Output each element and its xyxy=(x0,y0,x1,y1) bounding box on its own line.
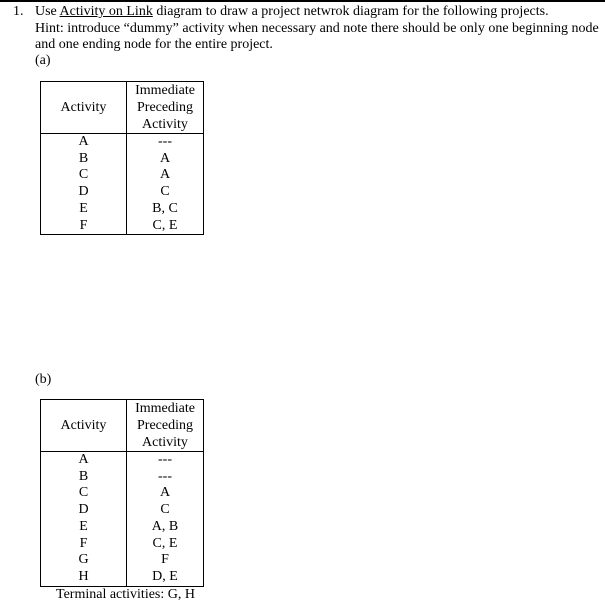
question-post: diagram to draw a project netwrok diagram for the following projects. xyxy=(152,4,549,19)
activity-cell: F xyxy=(41,536,127,553)
activity-cell: D xyxy=(41,502,127,519)
part-b-body xyxy=(41,452,204,587)
preceding-cell: D, E xyxy=(127,569,204,586)
question-text xyxy=(35,4,600,54)
table-row xyxy=(41,134,204,151)
part-a-label: (a) xyxy=(35,53,51,68)
part-a-table xyxy=(40,81,204,235)
part-a-header-pred-3: Activity xyxy=(142,117,188,132)
preceding-cell: C xyxy=(127,502,204,519)
activity-cell: E xyxy=(41,201,127,218)
activity-cell: G xyxy=(41,552,127,569)
activity-cell: F xyxy=(41,218,127,235)
activity-cell: C xyxy=(41,167,127,184)
activity-cell: B xyxy=(41,469,127,486)
preceding-cell: B, C xyxy=(127,201,204,218)
preceding-cell: --- xyxy=(127,452,204,469)
activity-cell: D xyxy=(41,184,127,201)
preceding-cell: C xyxy=(127,184,204,201)
part-b-header-pred-1: Immediate xyxy=(135,401,195,416)
part-a-header-pred-2: Preceding xyxy=(137,100,193,115)
activity-cell: E xyxy=(41,519,127,536)
table-row xyxy=(41,184,204,201)
part-b-header-pred-2: Preceding xyxy=(137,418,193,433)
table-row xyxy=(41,519,204,536)
top-rule xyxy=(0,0,605,2)
part-a-header-row xyxy=(41,82,204,134)
part-b-label: (b) xyxy=(35,372,52,387)
question-link-text: Activity on Link xyxy=(59,4,153,19)
table-row xyxy=(41,569,204,586)
question-number: 1. xyxy=(13,4,24,19)
preceding-cell: A xyxy=(127,485,204,502)
part-b-table xyxy=(40,399,204,587)
part-a-header-preceding xyxy=(127,82,204,134)
table-row xyxy=(41,485,204,502)
part-a-body xyxy=(41,134,204,235)
part-b-header-activity: Activity xyxy=(41,400,127,452)
table-row xyxy=(41,502,204,519)
preceding-cell: A xyxy=(127,167,204,184)
preceding-cell: A, B xyxy=(127,519,204,536)
activity-cell: B xyxy=(41,151,127,168)
table-row xyxy=(41,151,204,168)
table-row xyxy=(41,552,204,569)
question-pre: Use xyxy=(35,4,60,19)
table-row xyxy=(41,218,204,235)
table-row xyxy=(41,469,204,486)
part-b-header-row xyxy=(41,400,204,452)
part-b-footnote: Terminal activities: G, H xyxy=(56,587,195,602)
activity-cell: A xyxy=(41,452,127,469)
activity-cell: A xyxy=(41,134,127,151)
part-b-header-pred-3: Activity xyxy=(142,435,188,450)
preceding-cell: A xyxy=(127,151,204,168)
preceding-cell: F xyxy=(127,552,204,569)
table-row xyxy=(41,201,204,218)
part-a-header-pred-1: Immediate xyxy=(135,83,195,98)
question-hint: Hint: introduce “dummy” activity when necessary and note there should be only one beginning node and one ending node for the entire project. xyxy=(35,20,599,52)
table-row xyxy=(41,167,204,184)
part-b-header-preceding xyxy=(127,400,204,452)
preceding-cell: --- xyxy=(127,469,204,486)
part-a-header-activity: Activity xyxy=(41,82,127,134)
preceding-cell: C, E xyxy=(127,218,204,235)
table-row xyxy=(41,536,204,553)
activity-cell: H xyxy=(41,569,127,586)
preceding-cell: --- xyxy=(127,134,204,151)
table-row xyxy=(41,452,204,469)
activity-cell: C xyxy=(41,485,127,502)
preceding-cell: C, E xyxy=(127,536,204,553)
